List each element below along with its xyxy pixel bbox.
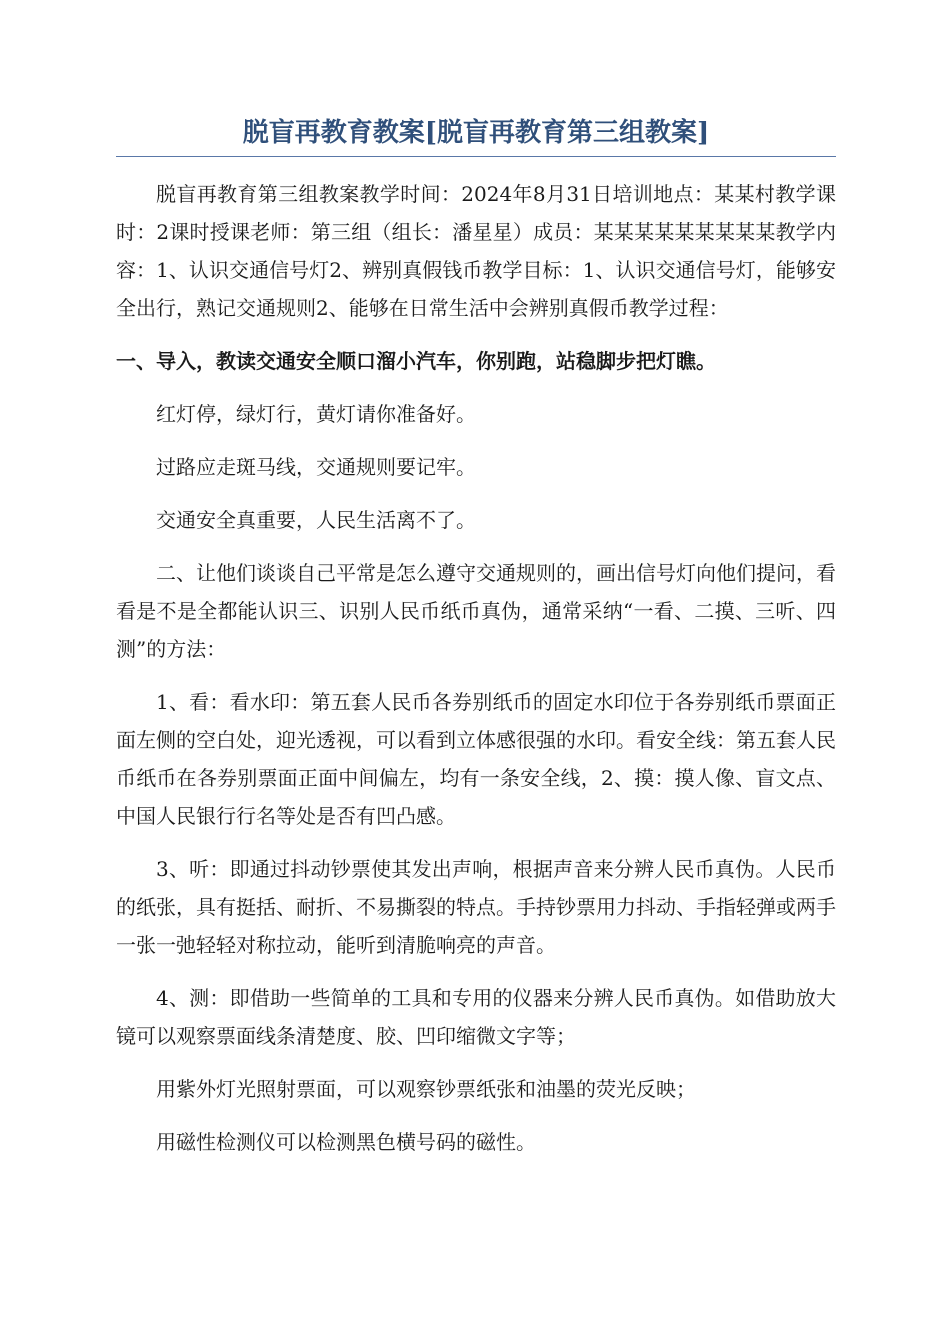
paragraph-rhyme-2: 过路应走斑马线，交通规则要记牢。: [156, 455, 476, 479]
paragraph-look-touch: 1、看：看水印：第五套人民币各券别纸币的固定水印位于各券别纸币票面正面左侧的空白处，迎光透视，可以看到立体感很强的水印。看安全线：第五套人民币纸币在各券别票面正面中间偏左，均有一条安全线，2、摸：摸人像、盲文点、中国人民银行行名等处是否有凹凸感。: [116, 690, 836, 828]
paragraph-intro: 脱盲再教育第三组教案教学时间：2024年8月31日培训地点：某某村教学课时：2课时授课老师：第三组（组长：潘星星）成员：某某某某某某某某某教学内容：1、认识交通信号灯2、辨别真假钱币教学目标：1、认识交通信号灯，能够安全出行，熟记交通规则2、能够在日常生活中会辨别真假币教学过程：: [116, 182, 836, 320]
paragraph-listen: 3、听：即通过抖动钞票使其发出声响，根据声音来分辨人民币真伪。人民币的纸张，具有挺括、耐折、不易撕裂的特点。手持钞票用力抖动、手指轻弹或两手一张一弛轻轻对称拉动，能听到清脆响亮的声音。: [116, 857, 836, 957]
paragraph-uv-light: 用紫外灯光照射票面，可以观察钞票纸张和油墨的荧光反映；: [156, 1077, 696, 1101]
document-page: [116, 112, 836, 1176]
document-title: 脱盲再教育教案[脱盲再教育第三组教案]: [116, 112, 836, 157]
paragraph-rhyme-3: 交通安全真重要，人民生活离不了。: [156, 508, 476, 532]
paragraph-magnetic: 用磁性检测仪可以检测黑色横号码的磁性。: [156, 1130, 536, 1154]
section-heading-intro: 一、导入，教读交通安全顺口溜小汽车，你别跑，站稳脚步把灯瞧。: [116, 349, 716, 373]
paragraph-rhyme-1: 红灯停，绿灯行，黄灯请你准备好。: [156, 402, 476, 426]
paragraph-discussion: 二、让他们谈谈自己平常是怎么遵守交通规则的，画出信号灯向他们提问，看看是不是全都能认识三、识别人民币纸币真伪，通常采纳“一看、二摸、三听、四测”的方法：: [116, 561, 836, 661]
document-body: [116, 175, 836, 1161]
paragraph-test: 4、测：即借助一些简单的工具和专用的仪器来分辨人民币真伪。如借助放大镜可以观察票面线条清楚度、胶、凹印缩微文字等；: [116, 986, 836, 1048]
